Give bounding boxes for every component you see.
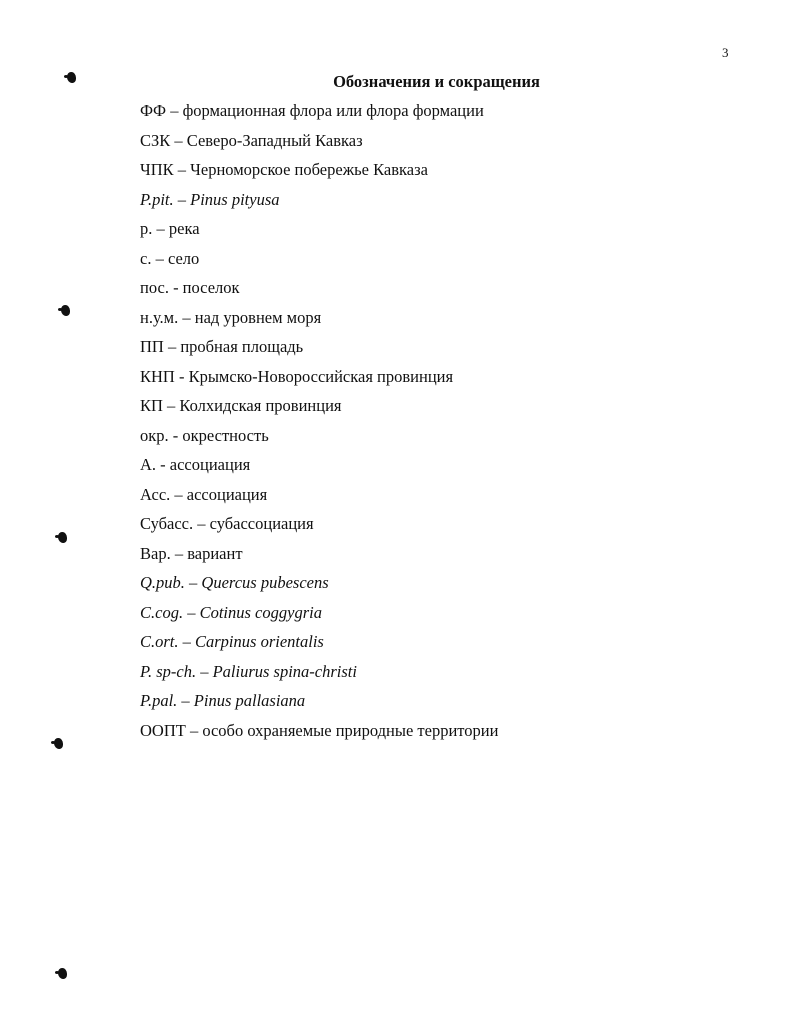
abbreviation-item: Субасс. – субассоциация (140, 514, 314, 533)
abbreviation-item: р. – река (140, 219, 200, 238)
abbreviation-item: окр. - окрестность (140, 425, 269, 445)
abbreviation-item: ПП – пробная площадь (140, 337, 304, 356)
abbreviation-item: с. – село (140, 248, 200, 268)
binding-hole-mark-icon (61, 305, 70, 316)
abbreviation-item: КНП - Крымско-Новороссийская провинция (140, 366, 454, 386)
binding-hole-mark-icon (58, 968, 67, 979)
abbreviation-item: P. sp-ch. – Paliurus spina-christi (140, 661, 357, 681)
abbreviation-item: н.у.м. – над уровнем моря (140, 307, 322, 327)
page-number: 3 (722, 45, 729, 60)
abbreviation-item: Асс. – ассоциация (140, 484, 268, 504)
abbreviation-item: СЗК – Северо-Западный Кавказ (140, 130, 363, 150)
abbreviation-item: пос. - поселок (140, 278, 240, 297)
page-title: Обозначения и сокращения (333, 72, 540, 91)
abbreviation-item: ФФ – формационная флора или флора формации (140, 101, 484, 120)
binding-hole-mark-icon (58, 532, 67, 543)
abbreviation-item: КП – Колхидская провинция (140, 396, 342, 415)
abbreviation-item: P.pit. – Pinus pityusa (140, 189, 280, 209)
abbreviation-item: P.pal. – Pinus pallasiana (140, 691, 306, 710)
abbreviation-item: C.cog. – Cotinus coggygria (140, 602, 322, 622)
abbreviation-list (140, 101, 498, 750)
abbreviation-item: ЧПК – Черноморское побережье Кавказа (140, 160, 428, 179)
abbreviation-item: Вар. – вариант (140, 543, 243, 563)
binding-hole-mark-icon (54, 738, 63, 749)
abbreviation-item: ООПТ – особо охраняемые природные территории (140, 720, 499, 740)
abbreviation-item: А. - ассоциация (140, 455, 251, 474)
abbreviation-item: Q.pub. – Quercus pubescens (140, 573, 329, 592)
abbreviation-item: C.ort. – Carpinus orientalis (140, 632, 324, 651)
